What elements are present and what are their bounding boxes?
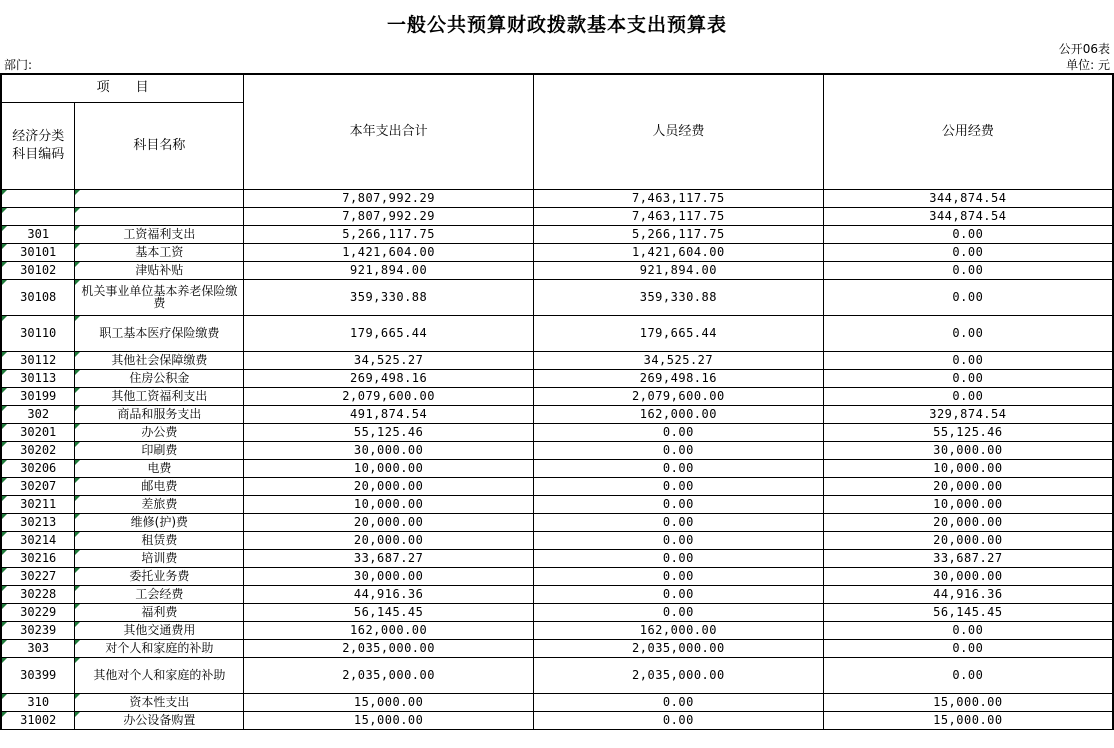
public-cell: 0.00: [823, 369, 1113, 387]
code-cell: 31002: [1, 711, 75, 729]
code-cell: 30211: [1, 495, 75, 513]
table-row: [1, 621, 1113, 639]
total-cell: 2,035,000.00: [244, 657, 534, 693]
header-row-1: [1, 74, 1113, 102]
name-cell: 其他对个人和家庭的补助: [75, 657, 244, 693]
table-row: [1, 279, 1113, 315]
department-label: 部门:: [4, 58, 33, 72]
total-cell: 2,079,600.00: [244, 387, 534, 405]
code-cell: 30206: [1, 459, 75, 477]
total-cell: 34,525.27: [244, 351, 534, 369]
name-cell: 维修(护)费: [75, 513, 244, 531]
header-public: 公用经费: [823, 74, 1113, 189]
total-cell: 921,894.00: [244, 261, 534, 279]
name-cell: 机关事业单位基本养老保险缴费: [75, 279, 244, 315]
code-cell: 30214: [1, 531, 75, 549]
total-cell: 15,000.00: [244, 693, 534, 711]
public-cell: 0.00: [823, 225, 1113, 243]
public-cell: 56,145.45: [823, 603, 1113, 621]
total-cell: 56,145.45: [244, 603, 534, 621]
code-cell: 30213: [1, 513, 75, 531]
table-row: [1, 603, 1113, 621]
public-cell: 20,000.00: [823, 513, 1113, 531]
name-cell: 办公费: [75, 423, 244, 441]
code-cell: 301: [1, 225, 75, 243]
table-row: [1, 693, 1113, 711]
personnel-cell: 2,035,000.00: [534, 657, 824, 693]
table-row: [1, 513, 1113, 531]
name-cell: 印刷费: [75, 441, 244, 459]
personnel-cell: 162,000.00: [534, 405, 824, 423]
code-cell: [1, 189, 75, 207]
total-cell: 179,665.44: [244, 315, 534, 351]
name-cell: 基本工资: [75, 243, 244, 261]
name-cell: [75, 189, 244, 207]
total-cell: 491,874.54: [244, 405, 534, 423]
header-name: 科目名称: [75, 102, 244, 189]
code-cell: 30202: [1, 441, 75, 459]
public-cell: 0.00: [823, 639, 1113, 657]
header-total: 本年支出合计: [244, 74, 534, 189]
code-cell: 30110: [1, 315, 75, 351]
table-row: [1, 441, 1113, 459]
name-cell: [75, 207, 244, 225]
total-cell: 15,000.00: [244, 711, 534, 729]
table-row: [1, 585, 1113, 603]
name-cell: 电费: [75, 459, 244, 477]
name-cell: 对个人和家庭的补助: [75, 639, 244, 657]
code-cell: 30199: [1, 387, 75, 405]
personnel-cell: 269,498.16: [534, 369, 824, 387]
total-cell: 5,266,117.75: [244, 225, 534, 243]
table-row: [1, 711, 1113, 729]
public-cell: 55,125.46: [823, 423, 1113, 441]
personnel-cell: 0.00: [534, 495, 824, 513]
personnel-cell: 0.00: [534, 477, 824, 495]
name-cell: 办公设备购置: [75, 711, 244, 729]
table-row: [1, 405, 1113, 423]
public-cell: 15,000.00: [823, 711, 1113, 729]
table-row: [1, 459, 1113, 477]
code-cell: 30399: [1, 657, 75, 693]
unit-label: 单位: 元: [1066, 58, 1110, 72]
name-cell: 职工基本医疗保险缴费: [75, 315, 244, 351]
total-cell: 20,000.00: [244, 477, 534, 495]
name-cell: 差旅费: [75, 495, 244, 513]
code-cell: 30227: [1, 567, 75, 585]
public-cell: 0.00: [823, 621, 1113, 639]
total-cell: 20,000.00: [244, 531, 534, 549]
code-cell: 30102: [1, 261, 75, 279]
table-row: [1, 549, 1113, 567]
header-code: 经济分类科目编码: [1, 102, 75, 189]
name-cell: 培训费: [75, 549, 244, 567]
code-cell: 30112: [1, 351, 75, 369]
table-row: [1, 225, 1113, 243]
name-cell: 资本性支出: [75, 693, 244, 711]
public-cell: 0.00: [823, 315, 1113, 351]
personnel-cell: 7,463,117.75: [534, 207, 824, 225]
total-cell: 7,807,992.29: [244, 189, 534, 207]
public-cell: 10,000.00: [823, 459, 1113, 477]
table-row: [1, 423, 1113, 441]
public-cell: 0.00: [823, 387, 1113, 405]
total-cell: 30,000.00: [244, 567, 534, 585]
personnel-cell: 2,079,600.00: [534, 387, 824, 405]
public-cell: 44,916.36: [823, 585, 1113, 603]
public-cell: 0.00: [823, 243, 1113, 261]
personnel-cell: 0.00: [534, 423, 824, 441]
table-id-label: 公开06表: [1058, 42, 1110, 56]
public-cell: 0.00: [823, 351, 1113, 369]
header-personnel: 人员经费: [534, 74, 824, 189]
public-cell: 20,000.00: [823, 531, 1113, 549]
name-cell: 福利费: [75, 603, 244, 621]
total-cell: 1,421,604.00: [244, 243, 534, 261]
total-cell: 33,687.27: [244, 549, 534, 567]
total-cell: 44,916.36: [244, 585, 534, 603]
code-cell: 30239: [1, 621, 75, 639]
public-cell: 0.00: [823, 261, 1113, 279]
personnel-cell: 7,463,117.75: [534, 189, 824, 207]
personnel-cell: 1,421,604.00: [534, 243, 824, 261]
table-row: [1, 189, 1113, 207]
personnel-cell: 179,665.44: [534, 315, 824, 351]
total-cell: 30,000.00: [244, 441, 534, 459]
name-cell: 其他工资福利支出: [75, 387, 244, 405]
total-cell: 2,035,000.00: [244, 639, 534, 657]
public-cell: 344,874.54: [823, 207, 1113, 225]
public-cell: 20,000.00: [823, 477, 1113, 495]
public-cell: 33,687.27: [823, 549, 1113, 567]
table-row: [1, 207, 1113, 225]
total-cell: 7,807,992.29: [244, 207, 534, 225]
table-row: [1, 387, 1113, 405]
public-cell: 30,000.00: [823, 441, 1113, 459]
header-project: 项 目: [1, 74, 244, 102]
table-row: [1, 531, 1113, 549]
code-cell: 30101: [1, 243, 75, 261]
personnel-cell: 0.00: [534, 513, 824, 531]
name-cell: 其他交通费用: [75, 621, 244, 639]
public-cell: 15,000.00: [823, 693, 1113, 711]
total-cell: 359,330.88: [244, 279, 534, 315]
personnel-cell: 0.00: [534, 459, 824, 477]
personnel-cell: 0.00: [534, 531, 824, 549]
total-cell: 162,000.00: [244, 621, 534, 639]
name-cell: 其他社会保障缴费: [75, 351, 244, 369]
public-cell: 344,874.54: [823, 189, 1113, 207]
code-cell: 30228: [1, 585, 75, 603]
table-row: [1, 315, 1113, 351]
table-row: [1, 495, 1113, 513]
table-row: [1, 369, 1113, 387]
personnel-cell: 0.00: [534, 693, 824, 711]
public-cell: 30,000.00: [823, 567, 1113, 585]
personnel-cell: 34,525.27: [534, 351, 824, 369]
personnel-cell: 162,000.00: [534, 621, 824, 639]
table-row: [1, 657, 1113, 693]
code-cell: 303: [1, 639, 75, 657]
total-cell: 20,000.00: [244, 513, 534, 531]
code-cell: 30113: [1, 369, 75, 387]
total-cell: 269,498.16: [244, 369, 534, 387]
personnel-cell: 0.00: [534, 441, 824, 459]
public-cell: 329,874.54: [823, 405, 1113, 423]
name-cell: 工资福利支出: [75, 225, 244, 243]
code-cell: 30216: [1, 549, 75, 567]
table-row: [1, 639, 1113, 657]
name-cell: 邮电费: [75, 477, 244, 495]
code-cell: [1, 207, 75, 225]
code-cell: 310: [1, 693, 75, 711]
name-cell: 住房公积金: [75, 369, 244, 387]
total-cell: 10,000.00: [244, 459, 534, 477]
code-cell: 30108: [1, 279, 75, 315]
code-cell: 30201: [1, 423, 75, 441]
name-cell: 工会经费: [75, 585, 244, 603]
public-cell: 0.00: [823, 279, 1113, 315]
code-cell: 30229: [1, 603, 75, 621]
personnel-cell: 0.00: [534, 549, 824, 567]
page-title: 一般公共预算财政拨款基本支出预算表: [386, 14, 727, 36]
table-row: [1, 567, 1113, 585]
table-row: [1, 351, 1113, 369]
table-row: [1, 261, 1113, 279]
name-cell: 津贴补贴: [75, 261, 244, 279]
personnel-cell: 921,894.00: [534, 261, 824, 279]
table-row: [1, 243, 1113, 261]
name-cell: 租赁费: [75, 531, 244, 549]
personnel-cell: 2,035,000.00: [534, 639, 824, 657]
total-cell: 10,000.00: [244, 495, 534, 513]
personnel-cell: 5,266,117.75: [534, 225, 824, 243]
table-row: [1, 477, 1113, 495]
code-cell: 302: [1, 405, 75, 423]
personnel-cell: 0.00: [534, 711, 824, 729]
name-cell: 委托业务费: [75, 567, 244, 585]
name-cell: 商品和服务支出: [75, 405, 244, 423]
personnel-cell: 0.00: [534, 603, 824, 621]
public-cell: 10,000.00: [823, 495, 1113, 513]
public-cell: 0.00: [823, 657, 1113, 693]
personnel-cell: 359,330.88: [534, 279, 824, 315]
total-cell: 55,125.46: [244, 423, 534, 441]
personnel-cell: 0.00: [534, 585, 824, 603]
code-cell: 30207: [1, 477, 75, 495]
budget-table: [0, 73, 1114, 730]
personnel-cell: 0.00: [534, 567, 824, 585]
